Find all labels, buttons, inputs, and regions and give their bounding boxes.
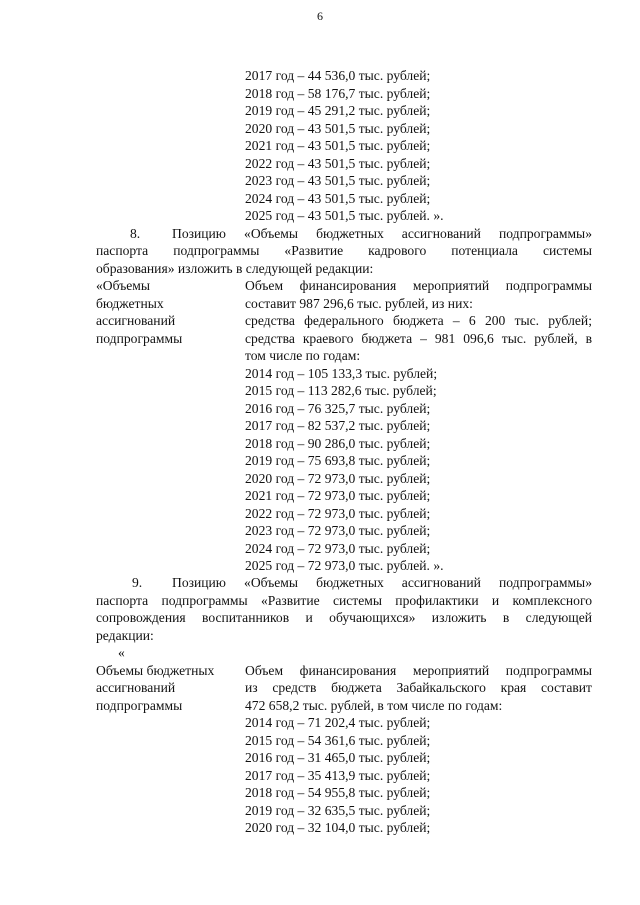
item-9-label-line: Объемы бюджетных [96, 663, 215, 678]
list-item: 2014 год – 105 133,3 тыс. рублей; [245, 366, 438, 381]
list-item: 2022 год – 72 973,0 тыс. рублей; [245, 506, 431, 521]
quote-mark: « [118, 645, 125, 660]
list-item: 2017 год – 82 537,2 тыс. рублей; [245, 418, 431, 433]
item-8-label-line: «Объемы [96, 278, 150, 293]
list-item: 2019 год – 32 635,5 тыс. рублей; [245, 803, 431, 818]
item-8-label-line: ассигнований [96, 313, 176, 328]
list-item: 2016 год – 31 465,0 тыс. рублей; [245, 750, 431, 765]
page-number: 6 [317, 9, 323, 23]
list-item: 2025 год – 43 501,5 тыс. рублей. ». [245, 208, 444, 223]
item-8-label-line: подпрограммы [96, 331, 183, 346]
list-item: 2018 год – 90 286,0 тыс. рублей; [245, 436, 431, 451]
item-8-content-line: средства краевого бюджета – 981 096,6 тыс. рублей, в [245, 331, 592, 346]
item-8-line-3: образования» изложить в следующей редакции: [96, 261, 374, 276]
item-9-line-2: паспорта подпрограммы «Развитие системы профилактики и комплексного [96, 593, 592, 608]
list-item: 2021 год – 72 973,0 тыс. рублей; [245, 488, 431, 503]
item-8-label-line: бюджетных [96, 296, 164, 311]
item-9-number: 9. [132, 575, 143, 590]
item-9-content-line: Объем финансирования мероприятий подпрограммы [245, 663, 592, 678]
item-9-line-3: сопровождения воспитанников и обучающихся» изложить в следующей [96, 610, 592, 625]
item-9-label-line: ассигнований [96, 680, 176, 695]
list-item: 2024 год – 72 973,0 тыс. рублей; [245, 541, 431, 556]
list-item: 2016 год – 76 325,7 тыс. рублей; [245, 401, 431, 416]
list-item: 2018 год – 58 176,7 тыс. рублей; [245, 86, 431, 101]
item-8-content-line: составит 987 296,6 тыс. рублей, из них: [245, 296, 473, 311]
list-item: 2020 год – 72 973,0 тыс. рублей; [245, 471, 431, 486]
item-9-line-4: редакции: [96, 628, 154, 643]
list-item: 2022 год – 43 501,5 тыс. рублей; [245, 156, 431, 171]
list-item: 2020 год – 32 104,0 тыс. рублей; [245, 820, 431, 835]
list-item: 2019 год – 75 693,8 тыс. рублей; [245, 453, 431, 468]
list-item: 2021 год – 43 501,5 тыс. рублей; [245, 138, 431, 153]
list-item: 2025 год – 72 973,0 тыс. рублей. ». [245, 558, 444, 573]
list-item: 2015 год – 113 282,6 тыс. рублей; [245, 383, 437, 398]
list-item: 2017 год – 35 413,9 тыс. рублей; [245, 768, 431, 783]
item-9-content-line: из средств бюджета Забайкальского края составит [245, 680, 592, 695]
item-9-label-line: подпрограммы [96, 698, 183, 713]
item-8-number: 8. [130, 226, 141, 241]
item-8-content-line: том числе по годам: [245, 348, 361, 363]
item-9-line-1: Позицию «Объемы бюджетных ассигнований подпрограммы» [172, 575, 592, 590]
list-item: 2019 год – 45 291,2 тыс. рублей; [245, 103, 431, 118]
item-8-content-line: Объем финансирования мероприятий подпрограммы [245, 278, 592, 293]
item-9-content-line: 472 658,2 тыс. рублей, в том числе по годам: [245, 698, 503, 713]
item-8-line-1: Позицию «Объемы бюджетных ассигнований подпрограммы» [172, 226, 592, 241]
list-item: 2018 год – 54 955,8 тыс. рублей; [245, 785, 431, 800]
item-8-content-line: средства федерального бюджета – 6 200 тыс. рублей; [245, 313, 592, 328]
list-item: 2024 год – 43 501,5 тыс. рублей; [245, 191, 431, 206]
item-8-line-2: паспорта подпрограммы «Развитие кадрового потенциала системы [96, 243, 592, 258]
list-item: 2017 год – 44 536,0 тыс. рублей; [245, 68, 431, 83]
list-item: 2014 год – 71 202,4 тыс. рублей; [245, 715, 431, 730]
list-item: 2023 год – 72 973,0 тыс. рублей; [245, 523, 431, 538]
list-item: 2015 год – 54 361,6 тыс. рублей; [245, 733, 431, 748]
list-item: 2020 год – 43 501,5 тыс. рублей; [245, 121, 431, 136]
list-item: 2023 год – 43 501,5 тыс. рублей; [245, 173, 431, 188]
